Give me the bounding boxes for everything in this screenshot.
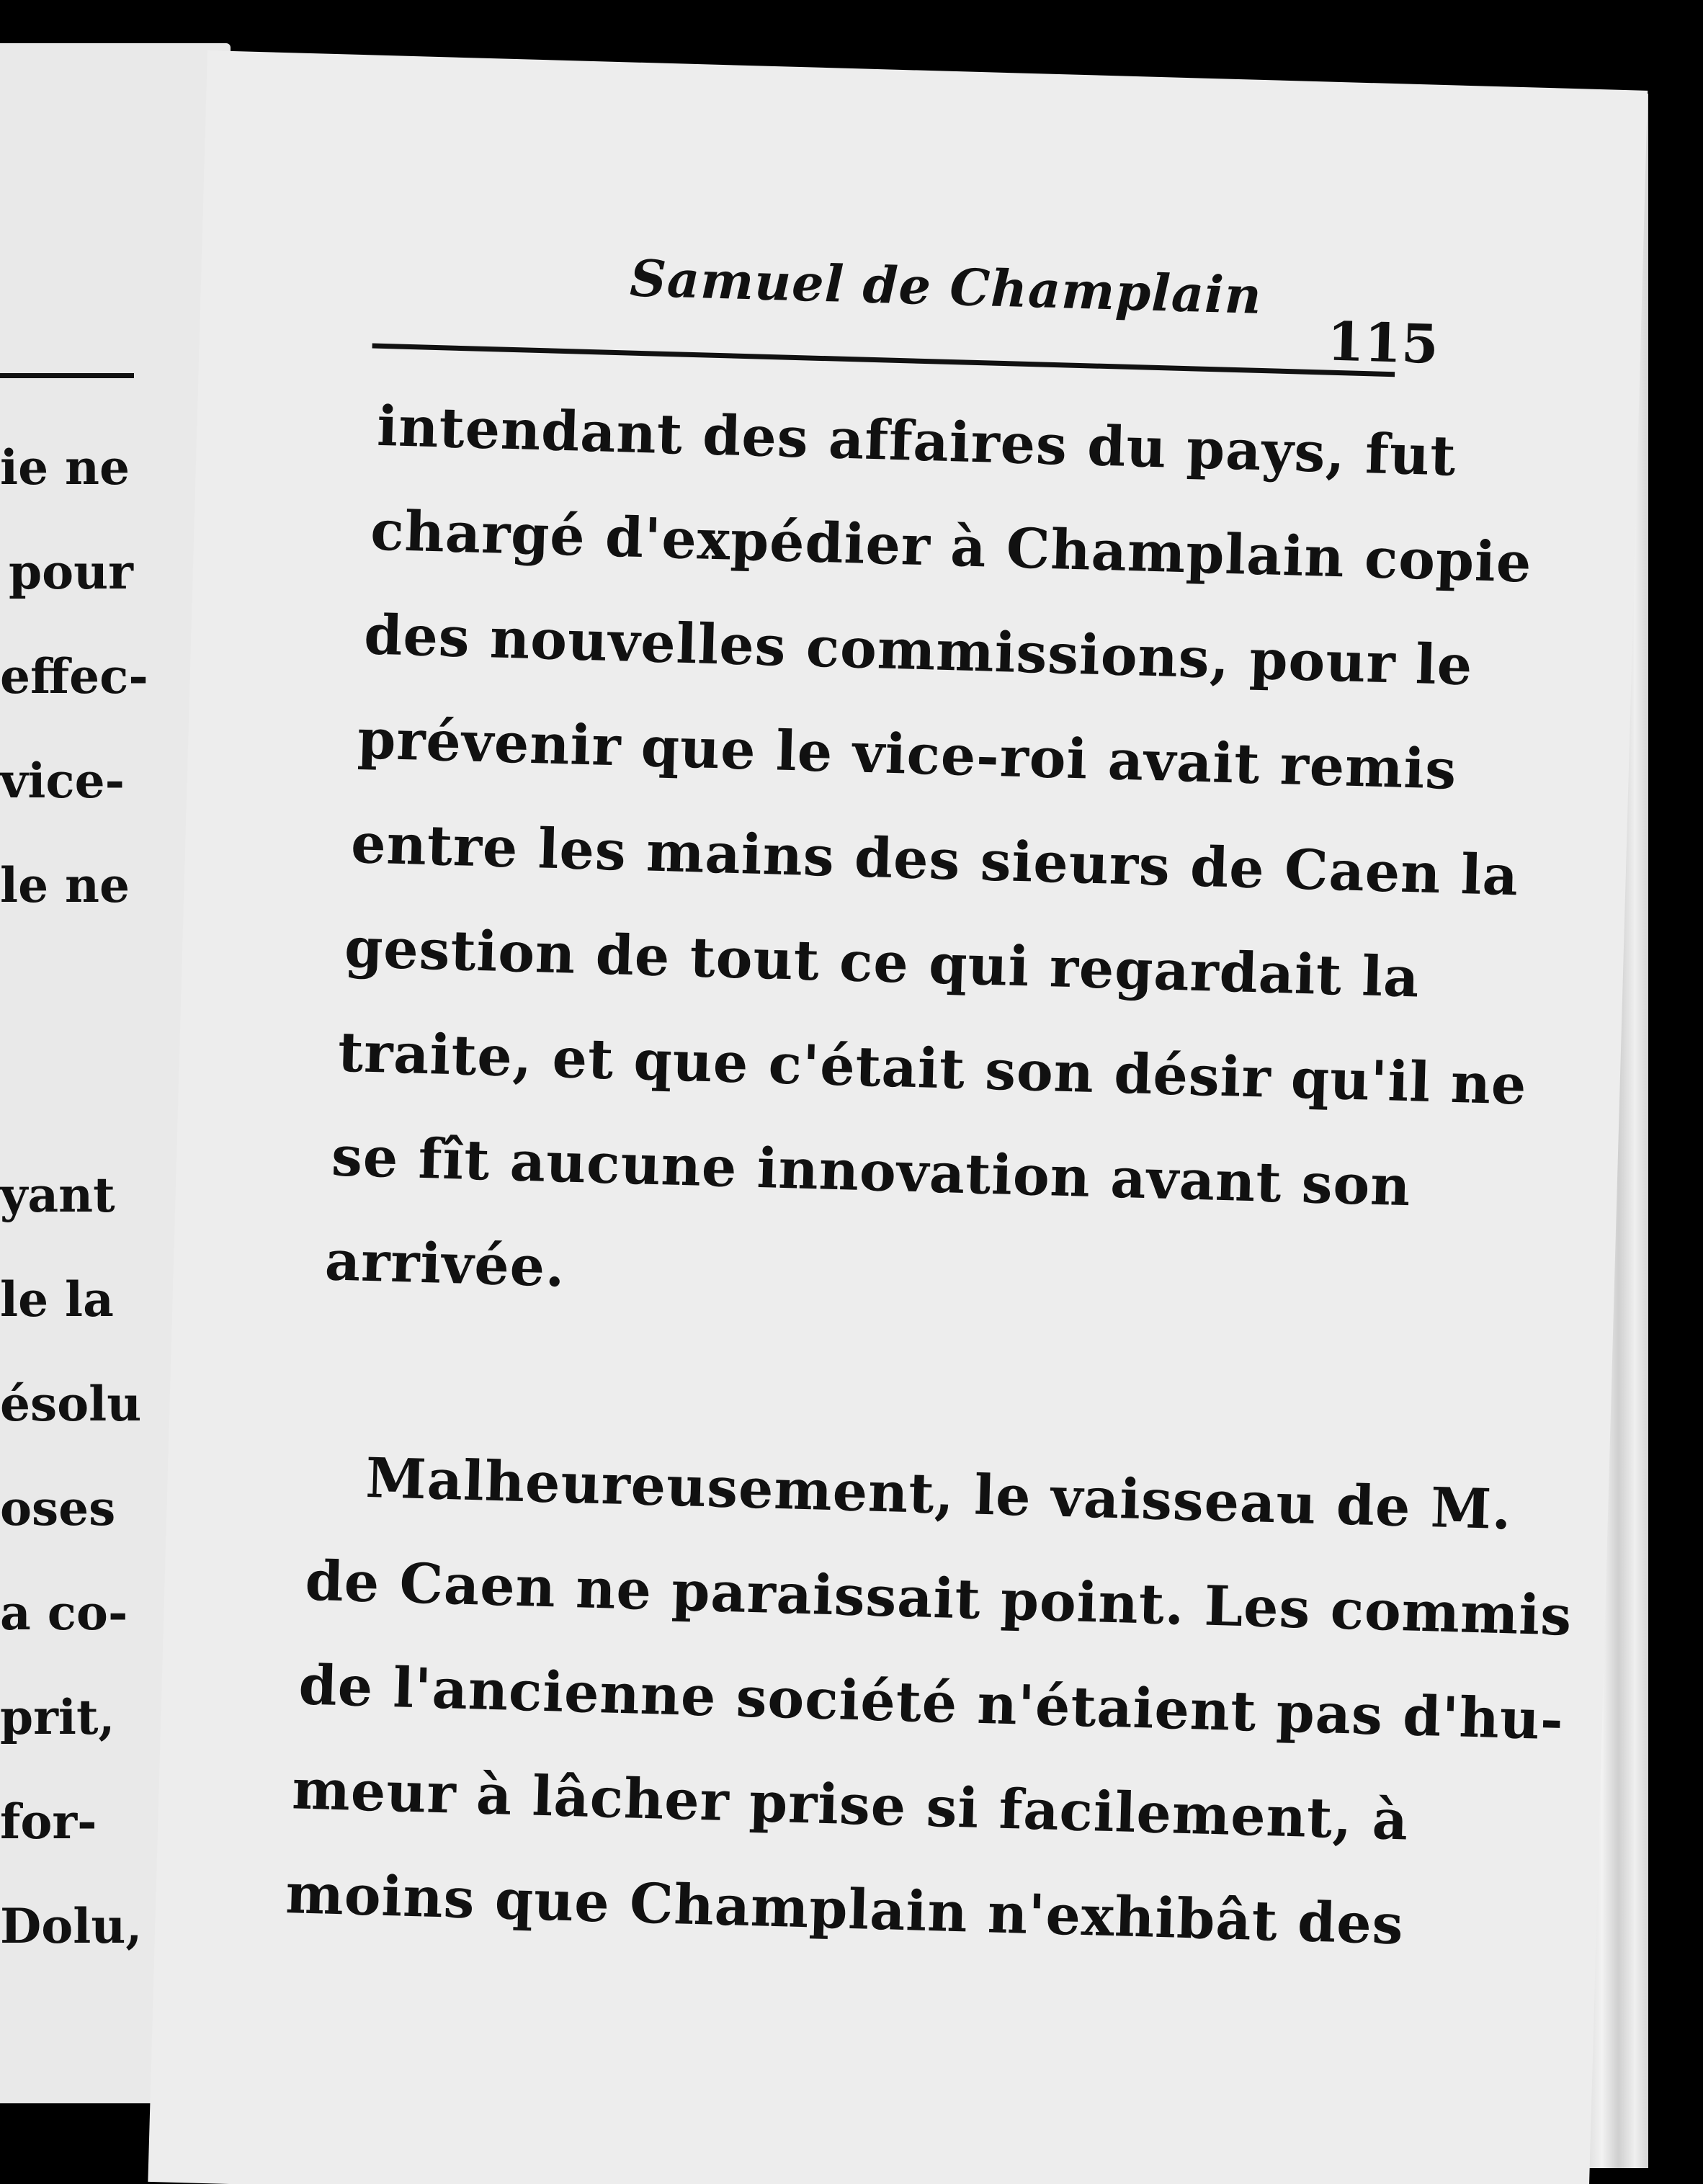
text-line-content: intendant des affaires du pays, fut	[376, 393, 1457, 488]
previous-page-line: yant	[0, 1167, 115, 1223]
previous-page-line: effec-	[0, 648, 148, 704]
text-line: chargé d'expédier à Champlain copie	[370, 498, 1533, 595]
previous-page-line: vice-	[0, 753, 125, 809]
previous-page-line: ésolu	[0, 1376, 142, 1432]
previous-page-line: pour	[9, 544, 133, 600]
page-number: 115	[1326, 310, 1439, 376]
previous-page-line: a co-	[0, 1585, 128, 1641]
text-line: entre les mains des sieurs de Caen la	[350, 811, 1520, 908]
text-line: meur à lâcher prise si facilement, à	[291, 1757, 1410, 1853]
text-line: Malheureusement, le vaisseau de M.	[365, 1445, 1513, 1542]
previous-page-line: for-	[0, 1794, 97, 1850]
previous-page-rule	[0, 373, 134, 378]
text-line: des nouvelles commissions, pour le	[363, 602, 1474, 698]
running-title: Samuel de Champlain	[629, 248, 1263, 326]
text-line: prévenir que le vice-roi avait remis	[357, 707, 1458, 802]
text-line: gestion de tout ce qui regardait la	[344, 915, 1421, 1010]
text-line: arrivée.	[323, 1228, 566, 1299]
current-page	[148, 50, 1648, 2184]
header-rule	[372, 344, 1395, 377]
text-line	[376, 393, 1457, 488]
previous-page-line: Dolu,	[0, 1898, 143, 1954]
text-line: de Caen ne paraissait point. Les commis	[304, 1548, 1573, 1648]
previous-page-line: le ne	[0, 857, 130, 913]
text-line: de l'ancienne société n'étaient pas d'hu-	[298, 1652, 1565, 1753]
previous-page-line: prit,	[0, 1689, 115, 1745]
previous-page-line: ie ne	[0, 439, 130, 496]
text-line: traite, et que c'était son désir qu'il ne	[337, 1019, 1528, 1117]
previous-page-line: le la	[0, 1271, 114, 1328]
previous-page-line: oses	[0, 1480, 116, 1536]
text-line: moins que Champlain n'exhibât des	[285, 1861, 1405, 1957]
text-line: se fît aucune innovation avant son	[330, 1124, 1412, 1219]
